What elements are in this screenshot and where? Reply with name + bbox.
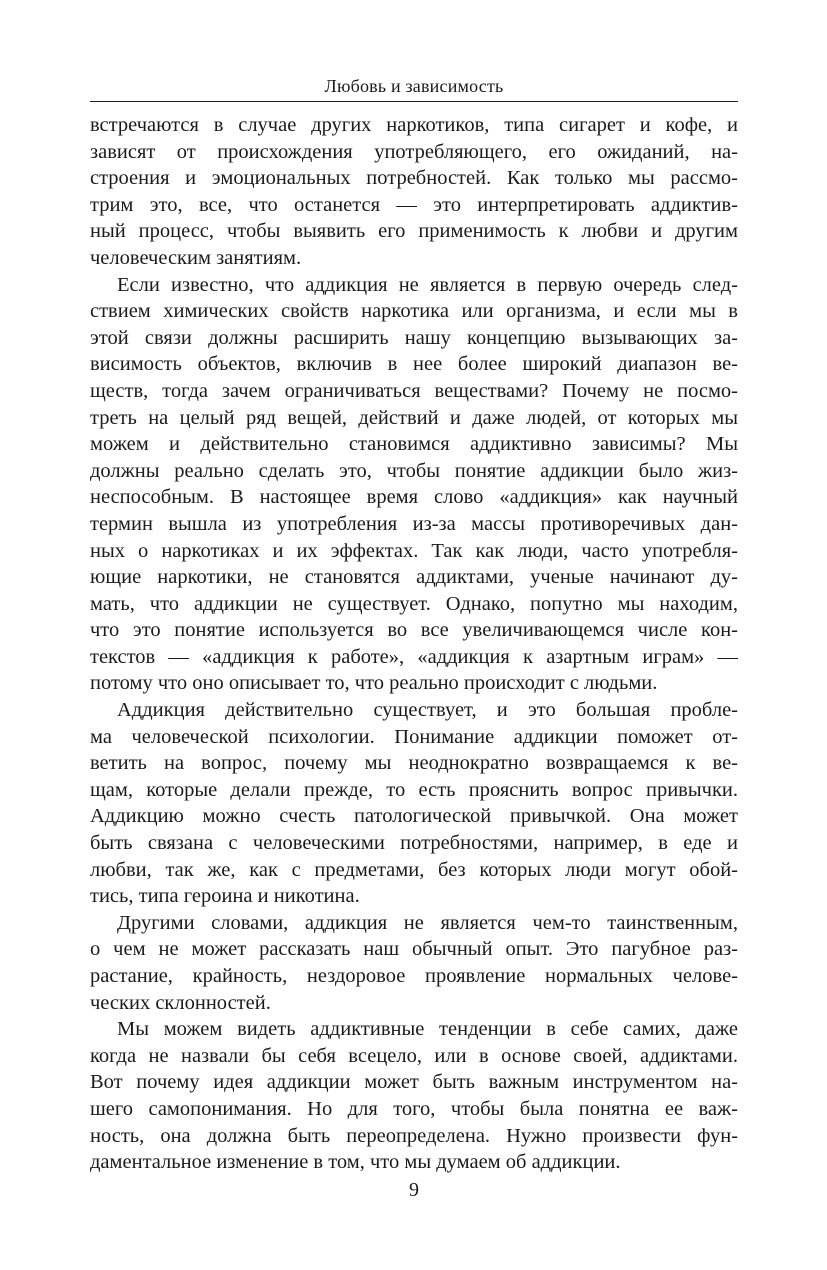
paragraph-1 — [90, 112, 738, 272]
text-line: можем и действительно становимся аддиктивно зависимы? Мы — [90, 433, 738, 456]
text-line: тись, типа героина и никотина. — [90, 885, 360, 908]
text-line: Мы можем видеть аддиктивные тенденции в себе самих, даже — [117, 1018, 738, 1041]
text-line: человеческим занятиям. — [90, 246, 302, 269]
text-line: что это понятие используется во все увеличивающемся числе кон- — [90, 619, 738, 642]
paragraph-2 — [90, 272, 738, 698]
text-line: Аддикция действительно существует, и это большая пробле- — [117, 699, 738, 722]
text-line: висимость объектов, включив в нее более широкий диапазон ве- — [90, 353, 738, 376]
paragraph-4 — [90, 910, 738, 1016]
text-line: ществ, тогда зачем ограничиваться веществами? Почему не посмо- — [90, 379, 738, 402]
text-line: зависят от происхождения употребляющего, его ожиданий, на- — [90, 140, 738, 163]
running-title: Любовь и зависимость — [324, 76, 504, 96]
body-text — [90, 112, 738, 1176]
header-rule — [90, 101, 738, 102]
text-line: термин вышла из употребления из-за массы противоречивых дан- — [90, 512, 738, 535]
text-line: текстов — «аддикция к работе», «аддикция к азартным играм» — — [90, 645, 738, 668]
text-line: ма человеческой психологии. Понимание аддикции поможет от- — [90, 725, 738, 748]
page-number: 9 — [409, 1179, 419, 1201]
text-line: ветить на вопрос, почему мы неоднократно возвращаемся к ве- — [90, 752, 738, 775]
text-line: встречаются в случае других наркотиков, типа сигарет и кофе, и — [90, 114, 738, 136]
text-line: Если известно, что аддикция не является в первую очередь след- — [117, 273, 738, 296]
text-line: о чем не может рассказать наш обычный опыт. Это пагубное раз- — [90, 938, 738, 961]
text-line: ность, она должна быть переопределена. Нужно произвести фун- — [90, 1124, 738, 1147]
text-line: ный процесс, чтобы выявить его применимость к любви и другим — [90, 220, 738, 243]
text-line: потому что оно описывает то, что реально происходит с людьми. — [90, 672, 658, 695]
text-line: неспособным. В настоящее время слово «аддикция» как научный — [90, 486, 738, 509]
text-line: когда не назвали бы себя всецело, или в основе своей, аддиктами. — [90, 1044, 738, 1067]
text-line: Вот почему идея аддикции может быть важным инструментом на- — [90, 1071, 738, 1094]
text-line: ствием химических свойств наркотика или организма, и если мы в — [90, 300, 738, 323]
text-line: шего самопонимания. Но для того, чтобы была понятна ее важ- — [90, 1097, 738, 1120]
text-line: ных о наркотиках и их эффектах. Так как люди, часто употребля- — [90, 539, 738, 562]
text-line: любви, так же, как с предметами, без которых люди могут обой- — [90, 858, 738, 881]
text-line: быть связана с человеческими потребностями, например, в еде и — [90, 832, 738, 855]
paragraph-5 — [90, 1016, 738, 1176]
text-line: должны реально сделать это, чтобы понятие аддикции было жиз- — [90, 459, 738, 482]
text-line: щам, которые делали прежде, то есть прояснить вопрос привычки. — [90, 778, 738, 801]
text-line: растание, крайность, нездоровое проявление нормальных челове- — [90, 965, 738, 987]
text-line: трим это, все, что останется — это интерпретировать аддиктив- — [90, 193, 738, 216]
text-line: строения и эмоциональных потребностей. Как только мы рассмо- — [90, 167, 738, 190]
paragraph-3 — [90, 697, 738, 910]
text-line: этой связи должны расширить нашу концепцию вызывающих за- — [90, 326, 738, 349]
text-line: треть на целый ряд вещей, действий и даже людей, от которых мы — [90, 406, 738, 429]
text-line: даментальное изменение в том, что мы думаем об аддикции. — [90, 1151, 621, 1174]
text-line: ческих склонностей. — [90, 991, 271, 1014]
text-line: Другими словами, аддикция не является чем-то таинственным, — [117, 911, 738, 934]
text-line: мать, что аддикции не существует. Однако, попутно мы находим, — [90, 592, 738, 615]
text-line: Аддикцию можно счесть патологической привычкой. Она может — [90, 805, 738, 828]
text-line: ющие наркотики, не становятся аддиктами, ученые начинают ду- — [90, 566, 738, 589]
